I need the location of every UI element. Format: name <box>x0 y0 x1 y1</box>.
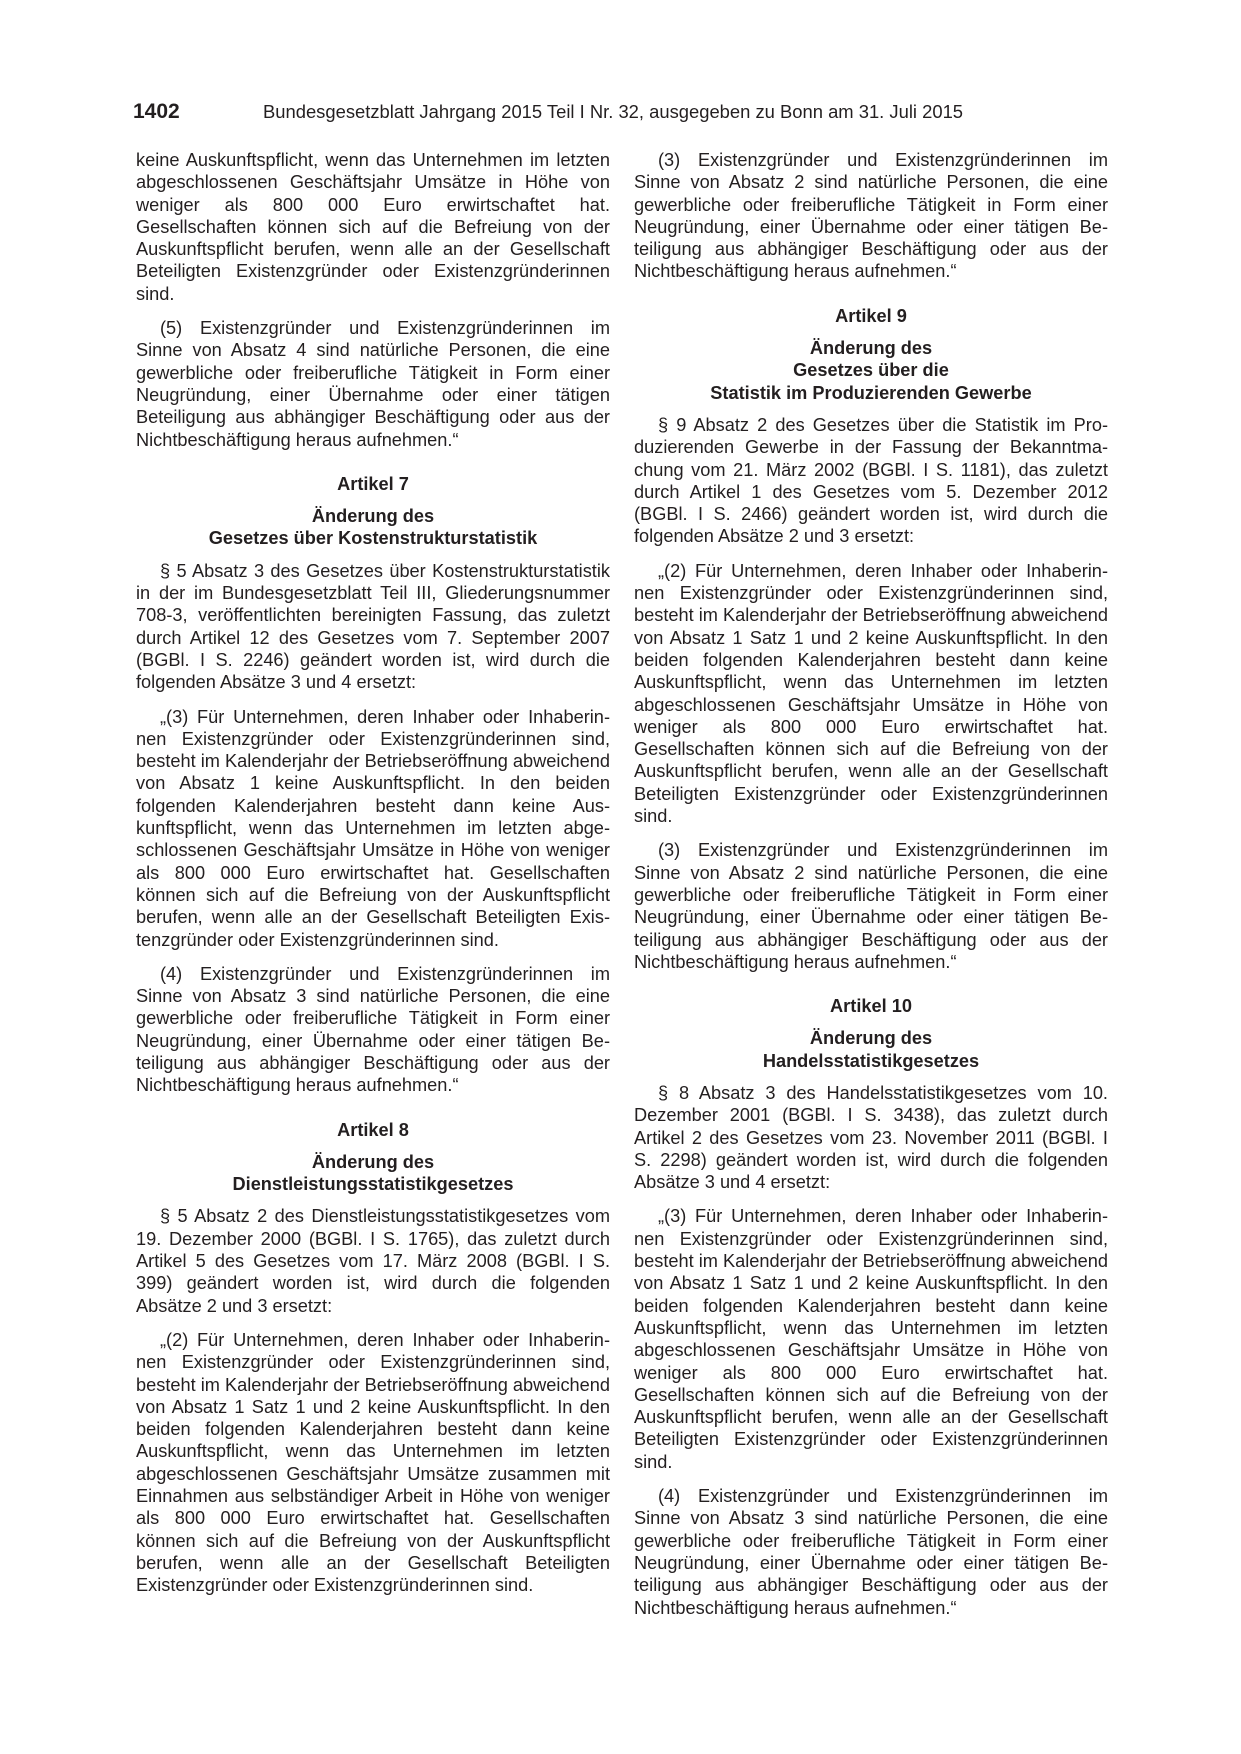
page-header <box>133 100 983 130</box>
article-10-title: Artikel 10 <box>830 996 912 1017</box>
article-10-subject <box>634 1027 1108 1072</box>
continued-paragraph: keine Auskunftspflicht, wenn das Unternehmen im letzten abgeschlossenen Geschäftsjahr Umsätze in Höhe von weniger als 800 000 Euro erwirtschaftet hat. Gesellschaften können sich auf die Befreiung von der Auskunftspflicht berufen, wenn alle an der Gesellschaft Beteiligten Existenzgründer oder Existenzgründerinnen sind. <box>136 150 610 304</box>
running-head: Bundesgesetzblatt Jahrgang 2015 Teil I Nr. 32, ausgegeben zu Bonn am 31. Juli 2015 <box>263 101 964 122</box>
right-column <box>634 149 1108 1631</box>
article-8-subject-line: Dienstleistungsstatistikgesetzes <box>232 1174 514 1195</box>
paragraph: „(3) Für Unternehmen, deren Inhaber oder Inhaberinnen Existenzgründer oder Existenzgründerinnen sind, besteht im Kalenderjahr der Betriebseröffnung abweichend von Absatz 1 keine Auskunftspflicht. In den beiden folgenden Kalenderjahren besteht dann keine Auskunftspflicht, wenn das Unternehmen im letzten abgeschlossenen Geschäftsjahr Umsätze in Höhe von weniger als 800 000 Euro erwirtschaftet hat. Gesellschaften können sich auf die Befreiung von der Auskunftspflicht berufen, wenn alle an der Gesellschaft Beteiligten Existenzgründer oder Existenzgründerinnen sind. <box>136 706 610 950</box>
article-7-subject-line: Änderung des <box>311 506 435 527</box>
paragraph: (4) Existenzgründer und Existenzgründerinnen im Sinne von Absatz 3 sind natürliche Personen, die eine gewerbliche oder freiberufliche Tätigkeit in Form einer Neugründung, einer Übernahme oder einer tätigen Beteiligung aus abhängiger Beschäftigung oder aus der Nichtbeschäftigung heraus aufnehmen.“ <box>634 1486 1108 1618</box>
article-9-title: Artikel 9 <box>835 305 907 326</box>
article-9-subject <box>634 337 1108 404</box>
paragraph: § 5 Absatz 2 des Dienstleistungsstatistikgesetzes vom 19. Dezember 2000 (BGBl. I S. 1765), das zuletzt durch Artikel 5 des Gesetzes vom 17. März 2008 (BGBl. I S. 399) geändert worden ist, wird durch die folgenden Absätze 2 und 3 ersetzt: <box>136 1206 610 1316</box>
paragraph: § 8 Absatz 3 des Handelsstatistikgesetzes vom 10. Dezember 2001 (BGBl. I S. 3438), das zuletzt durch Artikel 2 des Gesetzes vom 23. November 2011 (BGBl. I S. 2298) geändert worden ist, wird durch die folgenden Absätze 3 und 4 ersetzt: <box>634 1082 1108 1193</box>
paragraph: § 5 Absatz 3 des Gesetzes über Kostenstrukturstatistik in der im Bundesgesetzblatt Teil III, Gliederungsnummer 708-3, veröffentlichten bereinigten Fassung, das zuletzt durch Artikel 12 des Gesetzes vom 7. September 2007 (BGBl. I S. 2246) geändert worden ist, wird durch die folgenden Absätze 3 und 4 ersetzt: <box>136 560 610 693</box>
article-8-title: Artikel 8 <box>337 1119 409 1140</box>
article-9-subject-line: Änderung des <box>809 338 933 359</box>
page-number: 1402 <box>133 100 180 123</box>
article-10-subject-line: Handelsstatistikgesetzes <box>762 1050 980 1071</box>
paragraph: (3) Existenzgründer und Existenzgründerinnen im Sinne von Absatz 2 sind natürliche Personen, die eine gewerbliche oder freiberufliche Tätigkeit in Form einer Neugründung, einer Übernahme oder einer tätigen Beteiligung aus abhängiger Beschäftigung oder aus der Nichtbeschäftigung heraus aufnehmen.“ <box>634 150 1108 282</box>
paragraph: „(3) Für Unternehmen, deren Inhaber oder Inhaberinnen Existenzgründer oder Existenzgründerinnen sind, besteht im Kalenderjahr der Betriebseröffnung abweichend von Absatz 1 Satz 1 und 2 keine Auskunftspflicht. In den beiden folgenden Kalenderjahren besteht dann keine Auskunftspflicht, wenn das Unternehmen im letzten abgeschlossenen Geschäftsjahr Umsätze in Höhe von weniger als 800 000 Euro erwirtschaftet hat. Gesellschaften können sich auf die Befreiung von der Auskunftspflicht berufen, wenn alle an der Gesellschaft Beteiligten Existenzgründer oder Existenzgründerinnen sind. <box>634 1206 1108 1472</box>
paragraph: (3) Existenzgründer und Existenzgründerinnen im Sinne von Absatz 2 sind natürliche Personen, die eine gewerbliche oder freiberufliche Tätigkeit in Form einer Neugründung, einer Übernahme oder einer tätigen Beteiligung aus abhängiger Beschäftigung oder aus der Nichtbeschäftigung heraus aufnehmen.“ <box>634 840 1108 972</box>
article-7-title: Artikel 7 <box>337 473 409 494</box>
article-7-subject <box>136 505 610 550</box>
article-8-subject <box>136 1151 610 1196</box>
paragraph: „(2) Für Unternehmen, deren Inhaber oder Inhaberinnen Existenzgründer oder Existenzgründerinnen sind, besteht im Kalenderjahr der Betriebseröffnung abweichend von Absatz 1 Satz 1 und 2 keine Auskunftspflicht. In den beiden folgenden Kalenderjahren besteht dann keine Auskunftspflicht, wenn das Unternehmen im letzten abgeschlossenen Geschäftsjahr Umsätze zusammen mit Einnahmen aus selbständiger Arbeit in Höhe von weniger als 800 000 Euro erwirtschaftet hat. Gesellschaften können sich auf die Befreiung von der Auskunftspflicht berufen, wenn alle an der Gesellschaft Beteiligten Existenzgründer oder Existenzgründerinnen sind. <box>136 1329 610 1596</box>
article-9-subject-line: Gesetzes über die <box>793 360 949 381</box>
paragraph: „(2) Für Unternehmen, deren Inhaber oder Inhaberinnen Existenzgründer oder Existenzgründerinnen sind, besteht im Kalenderjahr der Betriebseröffnung abweichend von Absatz 1 Satz 1 und 2 keine Auskunftspflicht. In den beiden folgenden Kalenderjahren besteht dann keine Auskunftspflicht, wenn das Unternehmen im letzten abgeschlossenen Geschäftsjahr Umsätze in Höhe von weniger als 800 000 Euro erwirtschaftet hat. Gesellschaften können sich auf die Befreiung von der Auskunftspflicht berufen, wenn alle an der Gesellschaft Beteiligten Existenzgründer oder Existenzgründerinnen sind. <box>634 560 1108 827</box>
article-9-subject-line: Statistik im Produzierenden Gewerbe <box>710 382 1032 403</box>
paragraph: § 9 Absatz 2 des Gesetzes über die Statistik im Produzierenden Gewerbe in der Fassung der Bekanntmachung vom 21. März 2002 (BGBl. I S. 1181), das zuletzt durch Artikel 1 des Gesetzes vom 5. Dezember 2012 (BGBl. I S. 2466) geändert worden ist, wird durch die folgenden Absätze 2 und 3 ersetzt: <box>634 414 1108 547</box>
article-8-subject-line: Änderung des <box>311 1151 435 1172</box>
article-10-subject-line: Änderung des <box>809 1028 933 1049</box>
paragraph: (5) Existenzgründer und Existenzgründerinnen im Sinne von Absatz 4 sind natürliche Personen, die eine gewerbliche oder freiberufliche Tätigkeit in Form einer Neugründung, einer Übernahme oder einer tätigen Beteiligung aus abhängiger Beschäftigung oder aus der Nichtbeschäftigung heraus aufnehmen.“ <box>136 318 610 450</box>
paragraph: (4) Existenzgründer und Existenzgründerinnen im Sinne von Absatz 3 sind natürliche Personen, die eine gewerbliche oder freiberufliche Tätigkeit in Form einer Neugründung, einer Übernahme oder einer tätigen Beteiligung aus abhängiger Beschäftigung oder aus der Nichtbeschäftigung heraus aufnehmen.“ <box>136 963 610 1096</box>
article-7-subject-line: Gesetzes über Kostenstrukturstatistik <box>208 528 538 549</box>
left-column <box>136 149 610 1609</box>
